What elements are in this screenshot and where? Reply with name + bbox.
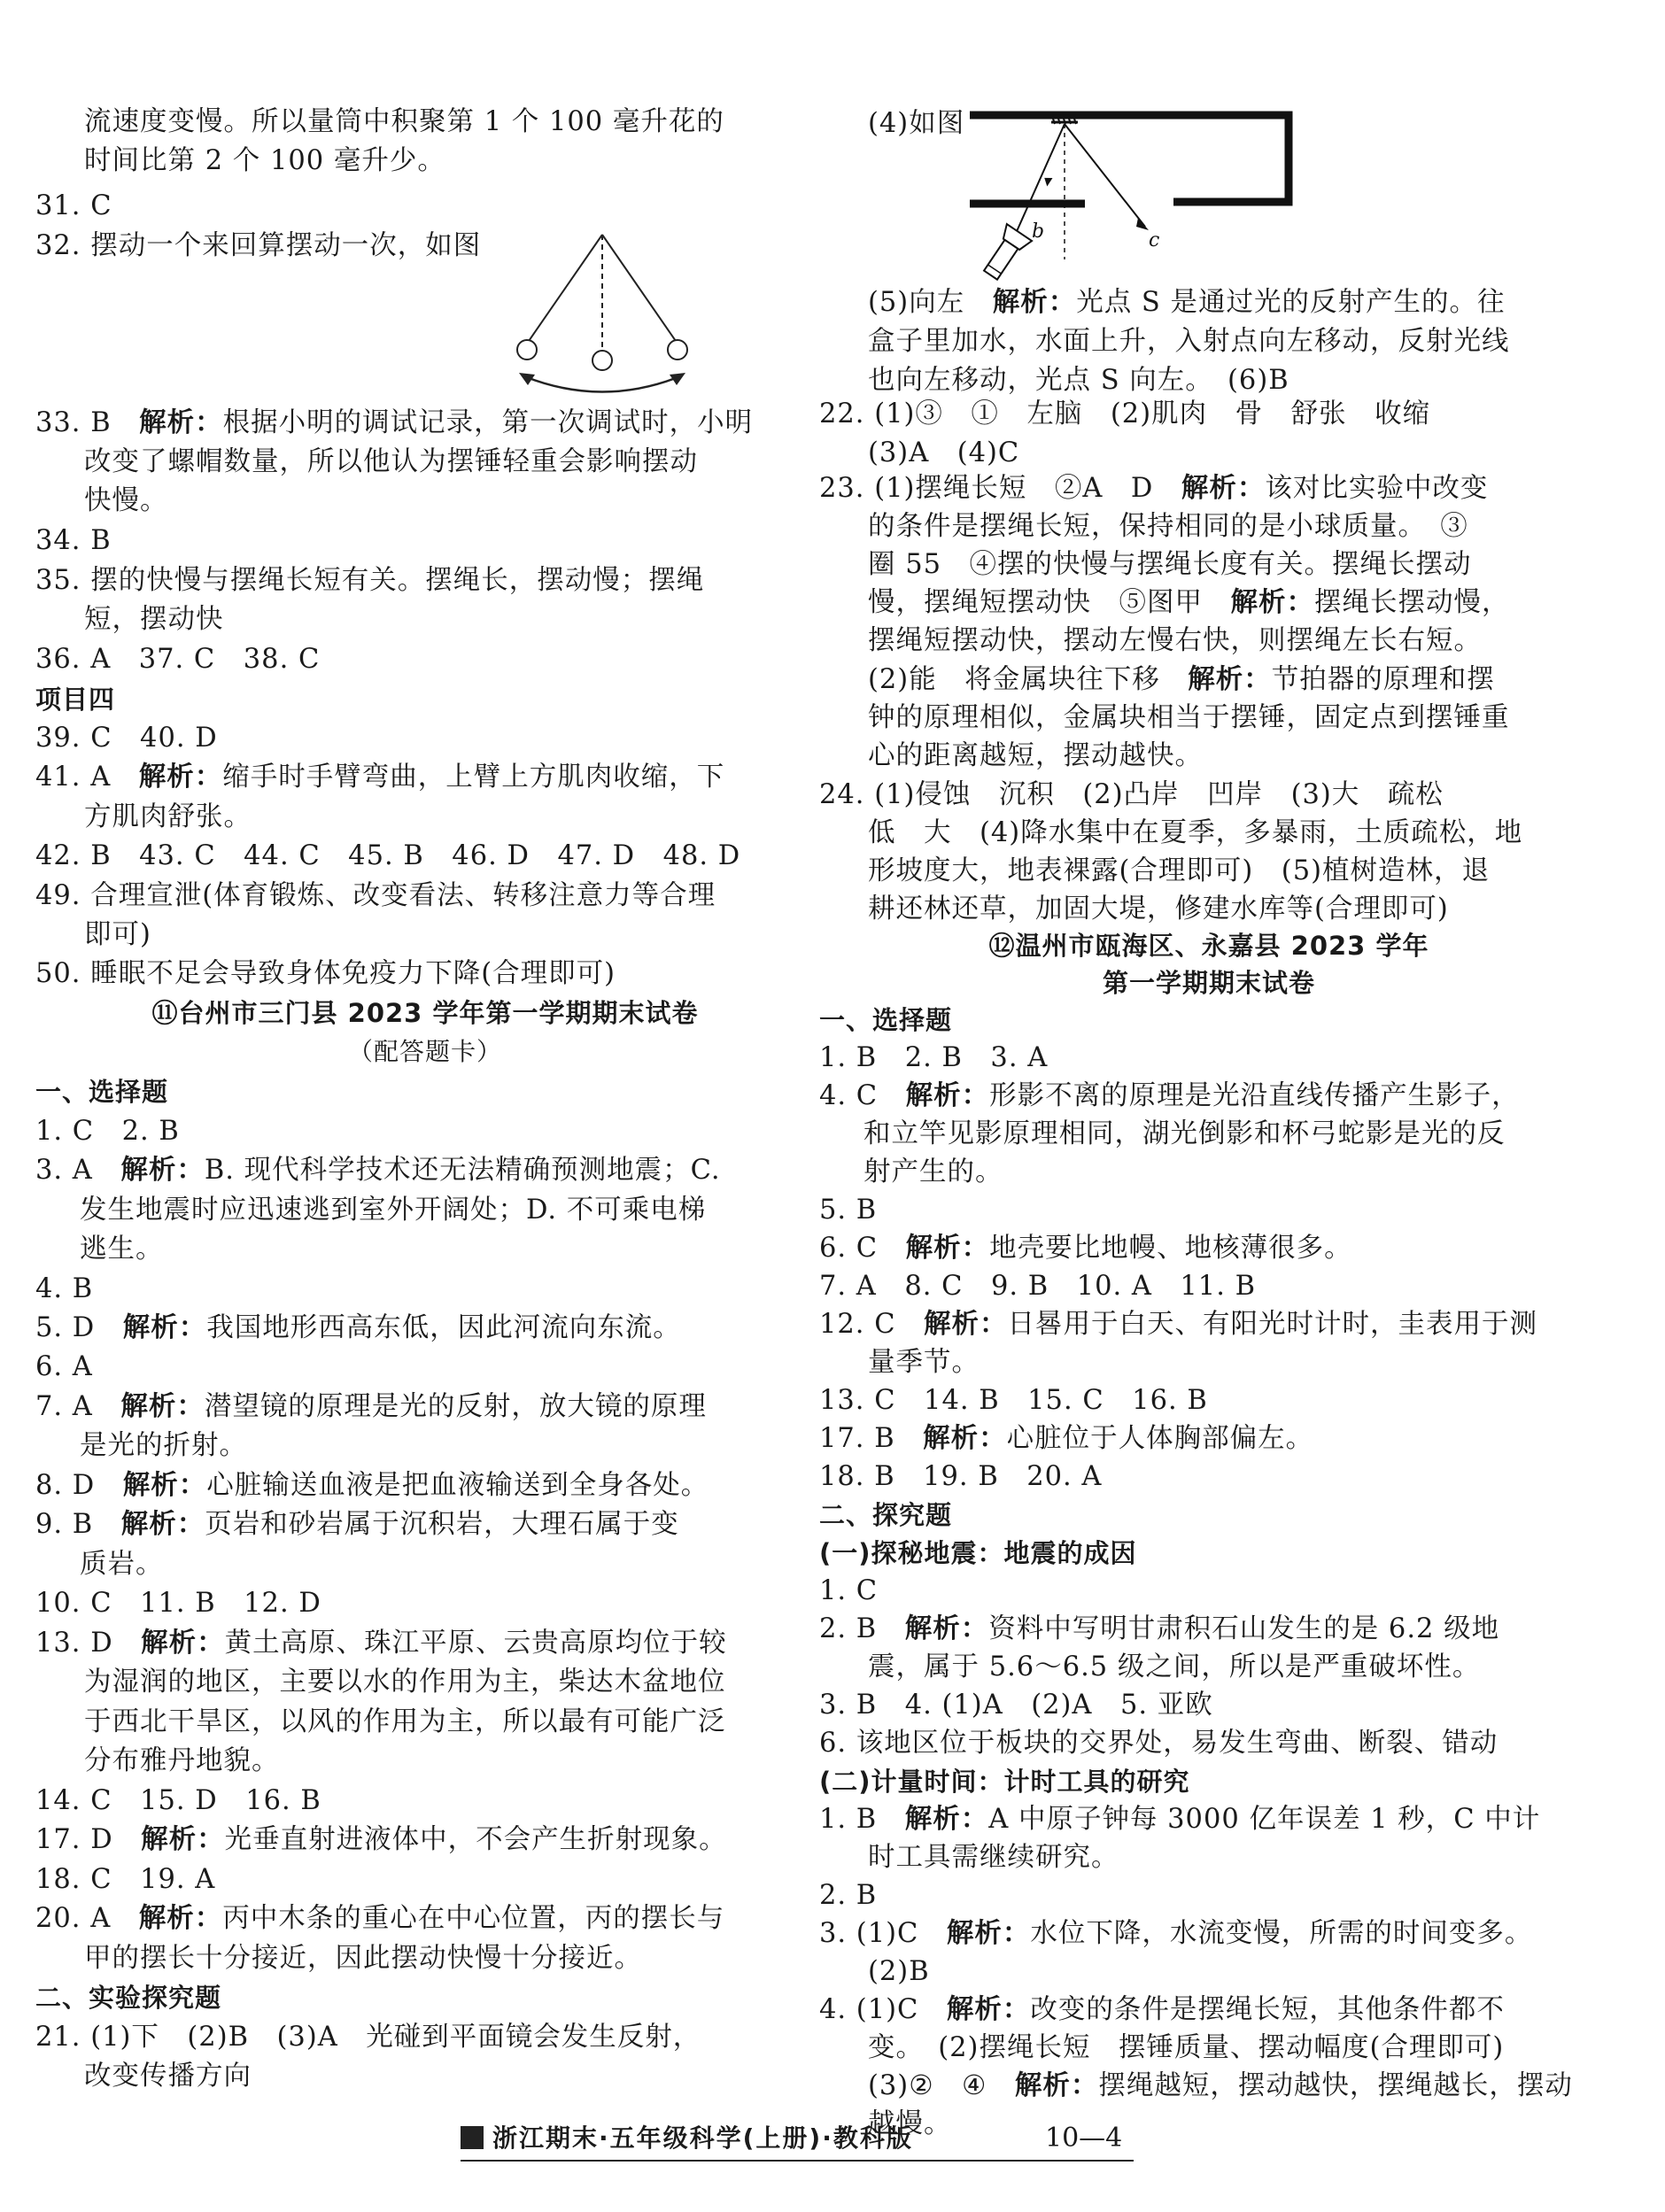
text-line: 时工具需继续研究。 (868, 1842, 1119, 1873)
text-line: 逃生。 (80, 1234, 164, 1265)
answer-10-12: 10. C 11. B 12. D (35, 1588, 321, 1619)
subsection-heading: (二)计量时间：计时工具的研究 (819, 1767, 1190, 1797)
section-heading: 二、探究题 (819, 1500, 953, 1530)
text-line: 改变了螺帽数量，所以他认为摆锤轻重会影响摆动 (84, 446, 698, 477)
answer-6: 6. C 解析：地壳要比地幔、地核薄很多。 (819, 1233, 1352, 1264)
text-line: (3)② ④ 解析：摆绳越短，摆动越快，摆绳越长，摆动 (868, 2070, 1573, 2101)
footer-title: 浙江期末·五年级科学(上册)·教科版 (492, 2123, 913, 2153)
analysis-label: 解析： (122, 1312, 207, 1343)
analysis-label: 解析： (122, 1470, 207, 1501)
reflected-arrowhead (1136, 218, 1149, 230)
answer-7: 7. A 解析：潜望镜的原理是光的反射，放大镜的原理 (35, 1391, 707, 1422)
text-line: 盒子里加水，水面上升，入射点向左移动，反射光线 (868, 326, 1510, 357)
answer-17: 17. D 解析：光垂直射进液体中，不会产生折射现象。 (35, 1824, 727, 1855)
answer-41: 41. A 解析：缩手时手臂弯曲，上臂上方肌肉收缩，下 (35, 762, 725, 793)
answer-c2: 2. B 解析：资料中写明甘肃积石山发生的是 6.2 级地 (819, 1613, 1500, 1644)
text-line: 质岩。 (80, 1549, 164, 1580)
text-line: 短，摆动快 (84, 604, 224, 635)
text-line: 即可) (84, 919, 151, 950)
answer-c6: 6. 该地区位于板块的交界处，易发生弯曲、断裂、错动 (819, 1728, 1498, 1759)
answer-c1: 1. C (819, 1575, 879, 1606)
exam-title-12: ⑫温州市瓯海区、永嘉县 2023 学年 (988, 931, 1429, 961)
pendulum-string-right (602, 235, 678, 344)
subsection-heading: (一)探秘地震：地震的成因 (819, 1538, 1137, 1568)
label-b: b (1032, 220, 1045, 243)
section-heading: 一、选择题 (35, 1077, 169, 1107)
answer-1-3: 1. B 2. B 3. A (819, 1042, 1049, 1073)
page-number: 10—4 (1045, 2123, 1123, 2154)
text-line: 快慢。 (84, 485, 168, 516)
answer-d3: 3. (1)C 解析：水位下降，水流变慢，所需的时间变多。 (819, 1918, 1533, 1949)
analysis-label: 解析： (141, 1824, 225, 1855)
answer-d4: 4. (1)C 解析：改变的条件是摆绳长短，其他条件都不 (819, 1994, 1505, 2025)
answer-31: 31. C (35, 190, 112, 221)
pendulum-bob-right (668, 340, 687, 360)
answer-5: (5)向左 解析：光点 S 是通过光的反射产生的。往 (868, 287, 1506, 318)
answer-7-11: 7. A 8. C 9. B 10. A 11. B (819, 1271, 1257, 1302)
answer-4: 4. C 解析：形影不离的原理是光沿直线传播产生影子， (819, 1080, 1520, 1111)
answer-3: 3. A 解析：B. 现代科学技术还无法精确预测地震；C. (35, 1155, 721, 1186)
analysis-label: 解析： (923, 1423, 1007, 1454)
text-line: 圈 55 ④摆的快慢与摆绳长度有关。摆绳长摆动 (868, 549, 1472, 580)
analysis-label: 解析： (946, 1994, 1031, 2025)
analysis-label: 解析： (1181, 473, 1266, 504)
answer-d1: 1. B 解析：A 中原子钟每 3000 亿年误差 1 秒，C 中计 (819, 1804, 1541, 1835)
analysis-label: 解析： (905, 1233, 990, 1264)
text-line: 低 大 (4)降水集中在夏季，多暴雨，土质疏松，地 (868, 817, 1523, 848)
text-line: 量季节。 (868, 1347, 980, 1378)
swing-arc-arrow (524, 376, 680, 392)
answer-50: 50. 睡眠不足会导致身体免疫力下降(合理即可) (35, 958, 616, 989)
answer-17: 17. B 解析：心脏位于人体胸部偏左。 (819, 1423, 1314, 1454)
analysis-label: 解析： (905, 1080, 990, 1111)
exam-title-12-line2: 第一学期期末试卷 (1102, 968, 1315, 998)
analysis-label: 解析： (138, 1903, 223, 1934)
text-line: 越慢。 (868, 2108, 952, 2139)
text-line: 是光的折射。 (80, 1430, 247, 1461)
answer-6: 6. A (35, 1351, 93, 1382)
analysis-label: 解析： (1014, 2070, 1099, 2101)
text-line: (3)A (4)C (868, 437, 1020, 468)
analysis-label: 解析： (139, 407, 223, 438)
analysis-label: 解析： (141, 1628, 225, 1659)
answer-18-19: 18. C 19. A (35, 1864, 216, 1895)
answer-20: 20. A 解析：丙中木条的重心在中心位置，丙的摆长与 (35, 1903, 725, 1934)
reflected-ray (1065, 124, 1145, 227)
answer-24: 24. (1)侵蚀 沉积 (2)凸岸 凹岸 (3)大 疏松 (819, 779, 1444, 810)
answer-34: 34. B (35, 525, 112, 556)
text-line: 变。 (2)摆绳长短 摆锤质量、摆动幅度(合理即可) (868, 2032, 1505, 2063)
exam-subtitle-11: （配答题卡） (347, 1037, 502, 1066)
figure-label: (4)如图 (868, 108, 965, 139)
text-line: 甲的摆长十分接近，因此摆动快慢十分接近。 (84, 1943, 642, 1974)
text-line: 的条件是摆绳长短，保持相同的是小球质量。 ③ (868, 511, 1468, 542)
analysis-label: 解析： (120, 1391, 205, 1422)
text-line: 耕还林还草，加固大堤，修建水库等(合理即可) (868, 893, 1449, 924)
pendulum-bob-left (517, 340, 537, 360)
answer-33: 33. B 解析：根据小明的调试记录，第一次调试时，小明 (35, 407, 754, 438)
section-heading: 二、实验探究题 (35, 1983, 222, 2013)
answer-8: 8. D 解析：心脏输送血液是把血液输送到全身各处。 (35, 1470, 709, 1501)
answer-22: 22. (1)③ ① 左脑 (2)肌肉 骨 舒张 收缩 (819, 398, 1431, 429)
analysis-label: 解析： (904, 1804, 989, 1835)
text-line: 为湿润的地区，主要以水的作用为主，柴达木盆地位 (84, 1667, 726, 1698)
text-line: 和立竿见影原理相同，湖光倒影和杯弓蛇影是光的反 (863, 1118, 1506, 1149)
analysis-label: 解析： (904, 1613, 989, 1644)
text-line: 发生地震时应迅速逃到室外开阔处；D. 不可乘电梯 (80, 1195, 707, 1226)
answer-12: 12. C 解析：日晷用于白天、有阳光时计时，圭表用于测 (819, 1309, 1538, 1340)
section-heading: 项目四 (35, 684, 116, 715)
text-line: 形坡度大，地表裸露(合理即可) (5)植树造林，退 (868, 855, 1491, 886)
label-c: c (1149, 229, 1160, 251)
pendulum-string-left (527, 235, 602, 344)
text-line: 于西北干旱区，以风的作用为主，所以最有可能广泛 (84, 1706, 726, 1737)
flashlight-icon (978, 224, 1032, 283)
analysis-label: 解析： (1230, 587, 1314, 618)
answer-4: 4. B (35, 1273, 94, 1304)
analysis-label: 解析： (946, 1918, 1031, 1949)
answer-14-16: 14. C 15. D 16. B (35, 1785, 321, 1816)
footer-square-icon (461, 2126, 484, 2149)
answer-5: 5. B (819, 1195, 878, 1226)
text-line: (2)B (868, 1956, 930, 1987)
analysis-label: 解析： (138, 762, 223, 793)
analysis-label: 解析： (992, 287, 1077, 318)
answer-35: 35. 摆的快慢与摆绳长短有关。摆绳长，摆动慢；摆绳 (35, 565, 705, 596)
answer-39-40: 39. C 40. D (35, 723, 218, 754)
pendulum-diagram (461, 226, 744, 403)
light-reflection-diagram (961, 104, 1297, 290)
answer-1-2: 1. C 2. B (35, 1116, 180, 1147)
text-line: (2)能 将金属块往下移 解析：节拍器的原理和摆 (868, 664, 1495, 695)
answer-18-20: 18. B 19. B 20. A (819, 1461, 1103, 1492)
analysis-label: 解析： (120, 1155, 205, 1186)
analysis-label: 解析： (924, 1309, 1008, 1340)
page-footer (461, 2121, 1134, 2162)
pendulum-bob-center (592, 351, 612, 370)
answer-21: 21. (1)下 (2)B (3)A 光碰到平面镜会发生反射， (35, 2022, 701, 2053)
answer-d2: 2. B (819, 1880, 878, 1911)
answer-23: 23. (1)摆绳长短 ②A D 解析：该对比实验中改变 (819, 473, 1489, 504)
answer-13-16: 13. C 14. B 15. C 16. B (819, 1385, 1208, 1416)
text-line: 流速度变慢。所以量筒中积聚第 1 个 100 毫升花的 (84, 106, 724, 137)
answer-13: 13. D 解析：黄土高原、珠江平原、云贵高原均位于较 (35, 1628, 727, 1659)
text-line: 震，属于 5.6～6.5 级之间，所以是严重破坏性。 (868, 1651, 1481, 1682)
text-line: 时间比第 2 个 100 毫升少。 (84, 145, 445, 176)
section-heading: 一、选择题 (819, 1005, 953, 1035)
answer-42-48: 42. B 43. C 44. C 45. B 46. D 47. D 48. D (35, 840, 741, 871)
answer-36-38: 36. A 37. C 38. C (35, 644, 321, 675)
text-line: 慢，摆绳短摆动快 ⑤图甲 解析：摆绳长摆动慢， (868, 587, 1510, 618)
box-outline (970, 115, 1289, 202)
incident-arrowhead (1044, 176, 1054, 187)
analysis-label: 解析： (1188, 664, 1272, 695)
text-line: 改变传播方向 (84, 2061, 252, 2092)
text-line: 射产生的。 (863, 1156, 1003, 1187)
answer-5: 5. D 解析：我国地形西高东低，因此河流向东流。 (35, 1312, 681, 1343)
answer-49: 49. 合理宣泄(体育锻炼、改变看法、转移注意力等合理 (35, 880, 716, 911)
analysis-label: 解析： (120, 1509, 205, 1540)
text-line: 钟的原理相似，金属块相当于摆锤，固定点到摆锤重 (868, 702, 1510, 733)
answer-c3-5: 3. B 4. (1)A (2)A 5. 亚欧 (819, 1690, 1213, 1721)
text-line: 心的距离越短，摆动越快。 (868, 740, 1203, 771)
text-line: 方肌肉舒张。 (84, 801, 252, 832)
text-line: 也向左移动，光点 S 向左。 (6)B (868, 365, 1289, 396)
exam-title-11: ⑪台州市三门县 2023 学年第一学期期末试卷 (151, 998, 699, 1028)
text-line: 分布雅丹地貌。 (84, 1745, 280, 1776)
answer-9: 9. B 解析：页岩和砂岩属于沉积岩，大理石属于变 (35, 1509, 679, 1540)
answer-32: 32. 摆动一个来回算摆动一次，如图 (35, 230, 482, 261)
text-line: 摆绳短摆动快，摆动左慢右快，则摆绳左长右短。 (868, 625, 1482, 656)
